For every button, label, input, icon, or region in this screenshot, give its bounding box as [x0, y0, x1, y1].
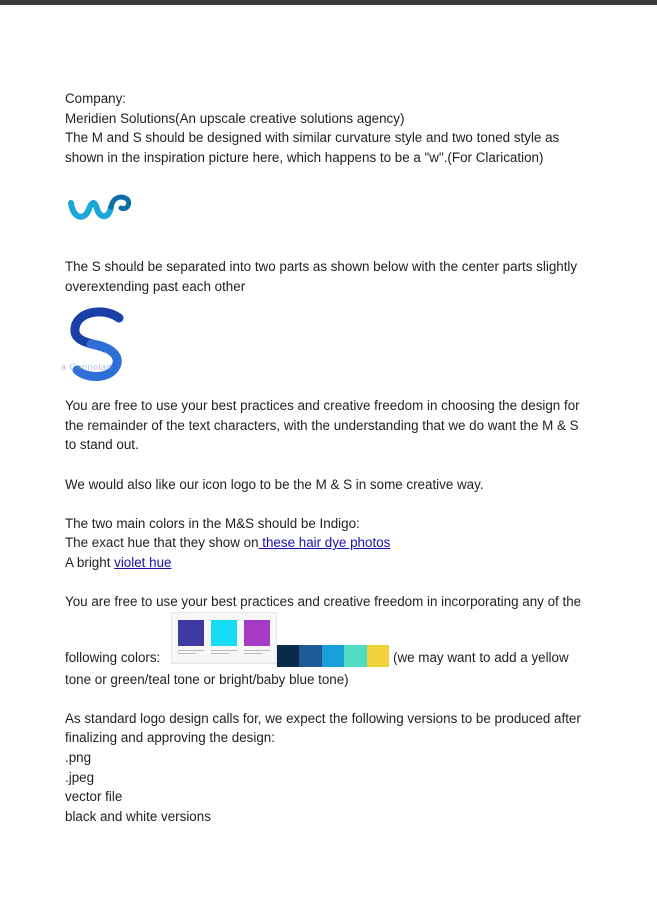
color-strip-image — [277, 645, 389, 667]
violet-hue-link[interactable]: violet hue — [114, 554, 172, 570]
swatch-caption — [244, 650, 270, 658]
following-colors-tail: (we may want to add a yellow — [393, 649, 569, 665]
s-line-2: overextending past each other — [65, 278, 246, 294]
hue-line — [65, 533, 605, 553]
hair-dye-photos-link[interactable]: these hair dye photos — [258, 535, 391, 551]
cyan-swatch — [211, 620, 237, 646]
colors-row — [65, 612, 605, 670]
main-colors-line: The two main colors in the M&S should be Indigo: — [65, 515, 360, 531]
violet-swatch — [244, 620, 270, 646]
free-line-2: the remainder of the text characters, with the understanding that we do want the M & S — [65, 417, 579, 433]
intro-line-1: The M and S should be designed with similar curvature style and two toned style as — [65, 130, 560, 146]
versions-line-1: As standard logo design calls for, we expect the following versions to be produced after — [65, 710, 581, 726]
version-item: black and white versions — [65, 808, 211, 824]
s-line-1: The S should be separated into two parts as shown below with the center parts slightly — [65, 258, 578, 274]
swatch-caption — [178, 650, 204, 658]
strip-color-block — [299, 645, 321, 667]
swatch-caption — [211, 650, 237, 658]
free-line-3: to stand out. — [65, 437, 139, 453]
w-inspiration-image — [65, 175, 145, 231]
swatch-card-image — [171, 612, 277, 664]
violet-line — [65, 553, 605, 573]
incorporate-line: You are free to use your best practices and creative freedom in incorporating any of the — [65, 594, 582, 610]
hue-prefix: The exact hue that they show on — [65, 535, 259, 551]
icon-logo-line: We would also like our icon logo to be the M & S in some creative way. — [65, 476, 484, 492]
following-line-2: tone or green/teal tone or bright/baby blue tone) — [65, 671, 349, 687]
free-line-1: You are free to use your best practices and creative freedom in choosing the design for — [65, 398, 580, 414]
strip-color-block — [277, 645, 299, 667]
strip-color-block — [344, 645, 366, 667]
company-name: Meridien Solutions(An upscale creative solutions agency) — [65, 110, 405, 126]
s-inspiration-image — [61, 304, 133, 386]
strip-color-block — [322, 645, 344, 667]
version-item: .jpeg — [65, 769, 95, 785]
strip-color-block — [367, 645, 389, 667]
version-item: .png — [65, 750, 92, 766]
top-border — [0, 0, 657, 5]
violet-prefix: A bright — [65, 554, 115, 570]
version-item: vector file — [65, 789, 123, 805]
s-image-watermark: a Cannolad — [61, 362, 113, 373]
intro-line-2: shown in the inspiration picture here, which happens to be a "w".(For Clarication) — [65, 149, 544, 165]
company-label: Company: — [65, 91, 127, 106]
following-colors-label: following colors: — [65, 649, 161, 665]
indigo-swatch — [178, 620, 204, 646]
document-body — [61, 89, 605, 826]
versions-line-2: finalizing and approving the design: — [65, 730, 275, 746]
